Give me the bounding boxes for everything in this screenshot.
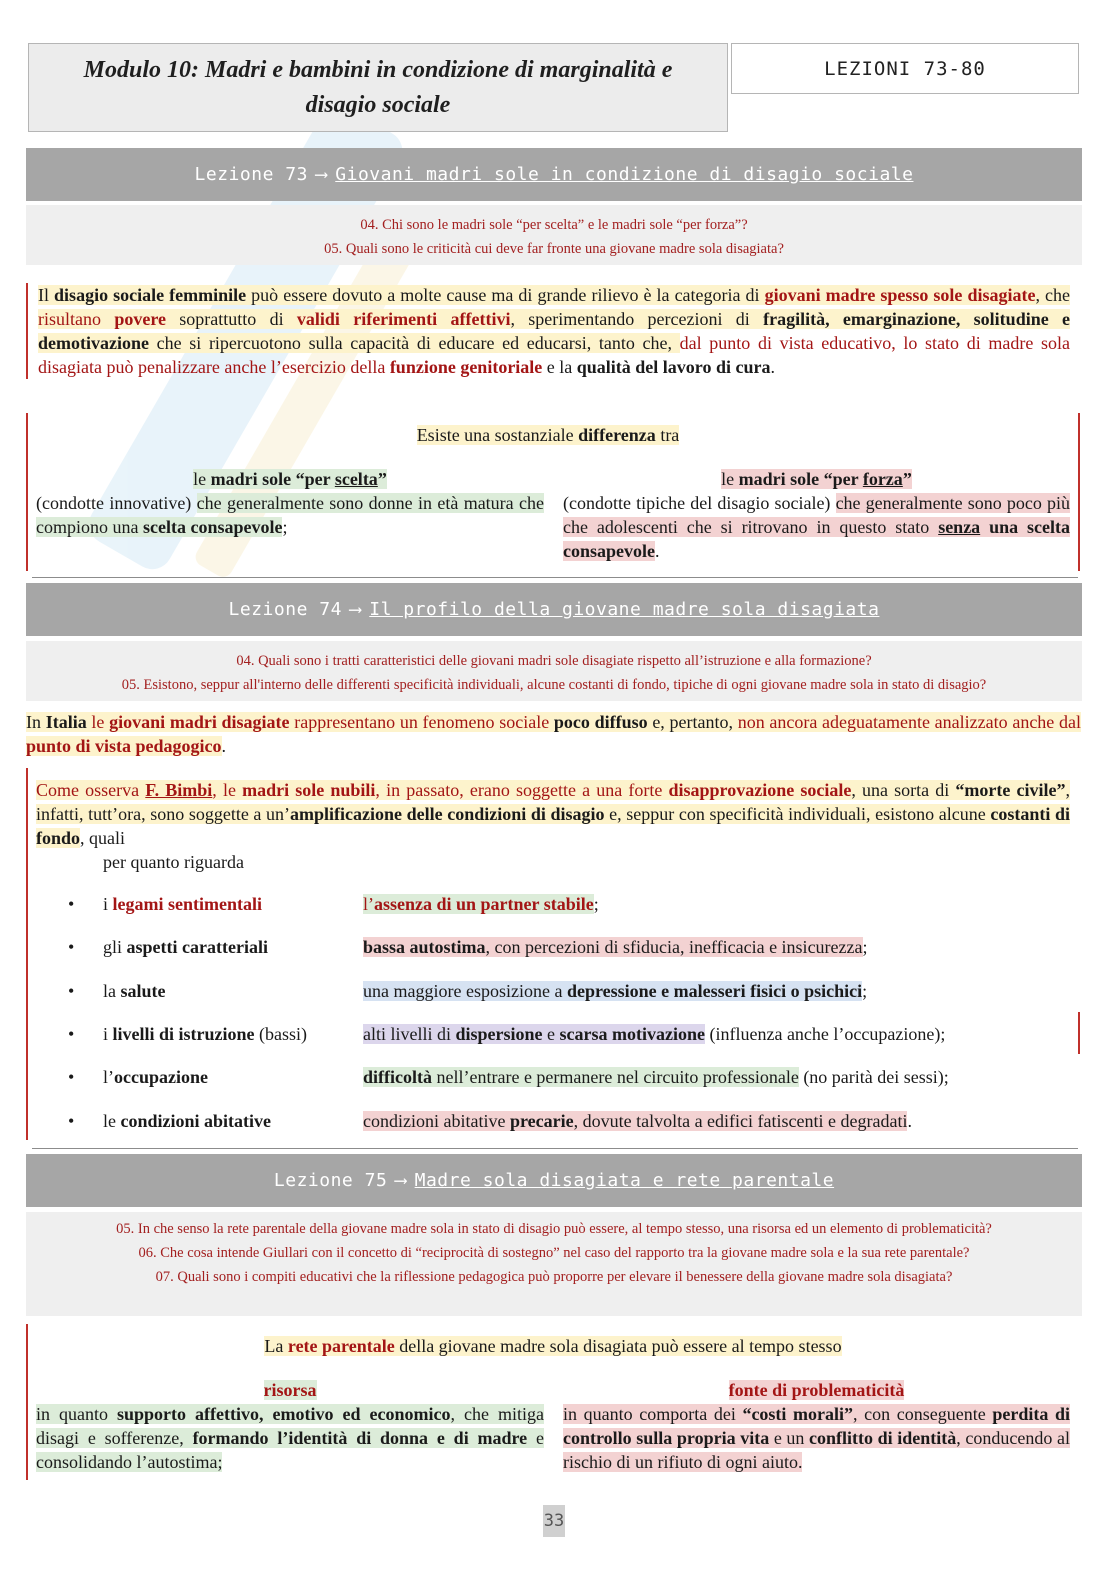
lesson-73-label: Lezione 73 <box>194 164 308 185</box>
question: 06. Che cosa intende Giullari con il concetto di “reciprocità di sostegno” nel caso del rapporto tra la giovane madre sola e la sua rete parentale? <box>138 1245 970 1261</box>
lessons-range: LEZIONI 73-80 <box>731 43 1079 94</box>
question: 05. In che senso la rete parentale della giovane madre sola in stato di disagio può essere, al tempo stesso, una risorsa ed un elemento di problematicità? <box>116 1221 992 1237</box>
col-body: in quanto comporta dei “costi morali”, con conseguente perdita di controllo sulla propria vita e un conflitto di identità, conducendo al rischio di un rifiuto di ogni aiuto. <box>563 1404 1070 1472</box>
lesson-74-bimbi: Come osserva F. Bimbi, le madri sole nubili, in passato, erano soggette a una forte disapprovazione sociale, una sorta di “morte civile”, infatti, tutt’ora, sono soggette a un’amplificazione delle condizioni di disagio e, seppur con specificità individuali, esistono alcune costanti di fondo, quali <box>36 780 1071 848</box>
question: 07. Quali sono i compiti educativi che la riflessione pedagogica può proporre per elevare il benessere della giovane madre sola disagiata? <box>155 1269 953 1285</box>
bullet-icon: • <box>68 1067 75 1087</box>
bullet-icon: • <box>68 937 75 957</box>
divider <box>32 577 1078 578</box>
col-heading: risorsa <box>263 1380 317 1400</box>
problematicita-column <box>563 1378 1070 1474</box>
lesson-75-questions <box>26 1212 1082 1316</box>
col-heading: le madri sole “per forza” <box>721 469 912 489</box>
lesson-75-intro: La rete parentale della giovane madre sola disagiata può essere al tempo stesso <box>264 1336 842 1356</box>
list-item: • i livelli di istruzione (bassi) alti livelli di dispersione e scarsa motivazione (influenza anche l’occupazione); <box>68 1024 946 1044</box>
arrow-right-icon: ⟶ <box>315 164 328 185</box>
lesson-75-label: Lezione 75 <box>273 1170 388 1191</box>
bullet-icon: • <box>68 894 75 914</box>
col-body: (condotte tipiche del disagio sociale) che generalmente sono poco più che adolescenti che si ritrovano in questo stato senza una scelta consapevole. <box>563 493 1071 561</box>
col-body: in quanto supporto affettivo, emotivo ed economico, che mitiga disagi e sofferenze, formando l’identità di donna e di madre e consolidando l’autostima; <box>36 1404 544 1472</box>
question: 04. Chi sono le madri sole “per scelta” e le madri sole “per forza”? <box>360 217 748 233</box>
list-item: • la salute una maggiore esposizione a depressione e malesseri fisici o psichici; <box>68 981 868 1001</box>
right-rule <box>1078 1012 1080 1054</box>
question: 05. Quali sono le criticità cui deve far fronte una giovane madre sola disagiata? <box>324 241 784 257</box>
page-number: 33 <box>543 1505 565 1537</box>
col-heading: le madri sole “per scelta” <box>193 469 387 489</box>
list-item: • l’occupazione difficoltà nell’entrare e permanere nel circuito professionale (no parità dei sessi); <box>68 1067 949 1087</box>
list-item: • gli aspetti caratteriali bassa autostima, con percezioni di sfiducia, inefficacia e insicurezza; <box>68 937 868 957</box>
difference-intro: Esiste una sostanziale differenza tra <box>416 425 680 445</box>
lesson-73-paragraph: Il disagio sociale femminile può essere dovuto a molte cause ma di grande rilievo è la categoria di giovani madre spesso sole disagiate, che risultano povere soprattutto di validi riferimenti affettivi, sperimentando percezioni di fragilità, emarginazione, solitudine e demotivazione che si ripercuotono sulla capacità di educare ed educarsi, tanto che, dal punto di vista educativo, lo stato di madre sola disagiata può penalizzare anche l’esercizio della funzione genitoriale e la qualità del lavoro di cura. <box>26 283 1070 379</box>
col-body: (condotte innovative) che generalmente sono donne in età matura che compiono una scelta consapevole; <box>36 493 545 537</box>
madri-per-scelta <box>36 467 544 539</box>
left-rule <box>26 768 28 1140</box>
module-title: Modulo 10: Madri e bambini in condizione di marginalità e disagio sociale <box>28 43 728 132</box>
list-item: • le condizioni abitative condizioni abitative precarie, dovute talvolta a edifici fatiscenti e degradati. <box>68 1111 912 1131</box>
arrow-right-icon: ⟶ <box>349 599 362 620</box>
left-rule <box>26 1324 28 1480</box>
lesson-74-topic: Il profilo della giovane madre sola disagiata <box>369 599 880 620</box>
per-quanto-riguarda: per quanto riguarda <box>103 852 244 872</box>
bullet-icon: • <box>68 1024 75 1044</box>
madri-per-forza <box>563 467 1070 563</box>
lesson-74-bar <box>26 583 1082 636</box>
lesson-73-bar <box>26 148 1082 201</box>
list-item: • i legami sentimentali l’assenza di un partner stabile; <box>68 894 599 914</box>
lesson-74-questions <box>26 641 1082 701</box>
lesson-74-label: Lezione 74 <box>228 599 342 620</box>
lesson-73-questions <box>26 205 1082 265</box>
risorsa-column <box>36 1378 544 1474</box>
lesson-75-topic: Madre sola disagiata e rete parentale <box>414 1170 835 1191</box>
lesson-75-bar <box>26 1154 1082 1207</box>
col-heading: fonte di problematicità <box>728 1380 905 1400</box>
lesson-74-intro: In Italia le giovani madri disagiate rappresentano un fenomeno sociale poco diffuso e, pertanto, non ancora adeguatamente analizzato anche dal punto di vista pedagogico. <box>26 712 1081 756</box>
question: 05. Esistono, seppur all'interno delle differenti specificità individuali, alcune costanti di fondo, tipiche di ogni giovane madre sola in stato di disagio? <box>121 677 987 693</box>
bullet-icon: • <box>68 1111 75 1131</box>
divider <box>32 1148 1078 1149</box>
bullet-icon: • <box>68 981 75 1001</box>
question: 04. Quali sono i tratti caratteristici delle giovani madri sole disagiate rispetto all’istruzione e alla formazione? <box>236 653 872 669</box>
arrow-right-icon: ⟶ <box>395 1170 407 1191</box>
lesson-73-topic: Giovani madri sole in condizione di disagio sociale <box>335 164 914 185</box>
